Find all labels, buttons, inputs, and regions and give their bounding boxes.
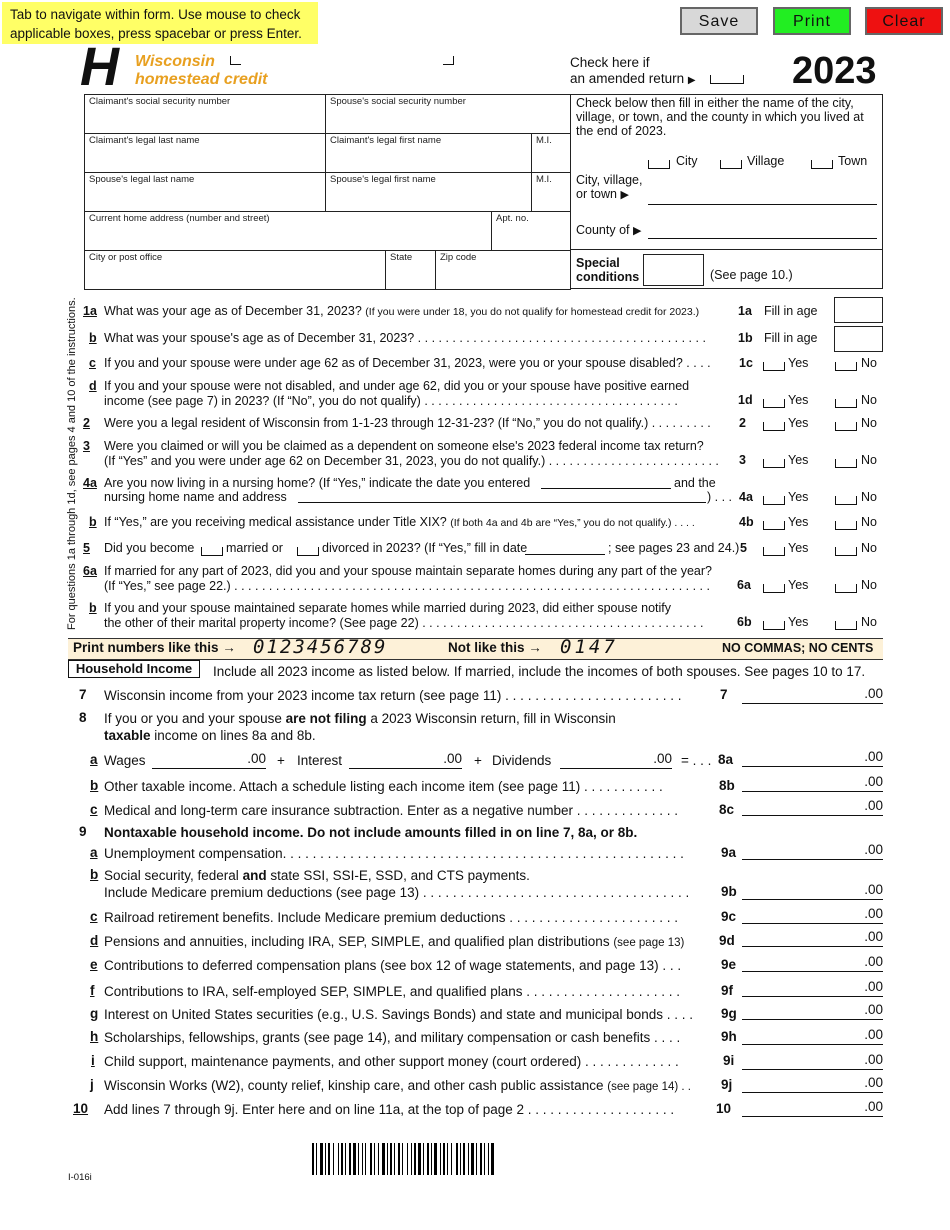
q4a-ref: 4a — [739, 490, 753, 504]
q5-pre: Did you become — [104, 541, 195, 555]
state-field[interactable]: State — [385, 250, 436, 290]
form-title: Wisconsin homestead credit — [135, 53, 268, 88]
barcode-bar — [353, 1143, 356, 1175]
barcode-bar — [390, 1143, 392, 1175]
l9e-num: e — [90, 957, 98, 972]
q1d-no-checkbox[interactable] — [835, 399, 857, 408]
l9i-text: Child support, maintenance payments, and other support money (court ordered) . . . . . . . . . . . . . — [104, 1054, 679, 1069]
zip-field[interactable]: Zip code — [435, 250, 571, 290]
q6a-ref: 6a — [737, 578, 751, 592]
print-button[interactable]: Print — [773, 7, 851, 35]
line-9b-amount[interactable]: .00 — [742, 882, 883, 900]
barcode-bar — [431, 1143, 432, 1175]
divorced-label: divorced in 2023? (If “Yes,” fill in date — [322, 541, 528, 555]
q1a-num: 1a — [83, 304, 97, 318]
plus-sign: + — [474, 753, 482, 768]
l10-num: 10 — [73, 1101, 89, 1116]
household-income-title: Household Income — [68, 660, 200, 678]
l8b-ref: 8b — [719, 778, 735, 793]
l7-ref: 7 — [720, 687, 728, 702]
clear-button[interactable]: Clear — [865, 7, 943, 35]
barcode-bar — [414, 1143, 416, 1175]
q4b-no-checkbox[interactable] — [835, 521, 857, 530]
q6b-yes-label: Yes — [788, 615, 809, 629]
q2-num: 2 — [83, 416, 90, 430]
cvt-label: City, village, or town ▶ — [576, 173, 643, 201]
ssn-field[interactable]: Claimant's social security number — [84, 94, 326, 134]
l9a-ref: 9a — [721, 845, 737, 860]
l7-text: Wisconsin income from your 2023 income tax return (see page 11) . . . . . . . . . . . . . . . . . . . . . . . . — [104, 688, 682, 703]
wages-input[interactable]: .00 — [152, 751, 266, 769]
corner-mark — [443, 56, 454, 65]
q6b-no-label: No — [861, 615, 877, 629]
q6a-num: 6a — [83, 564, 97, 578]
q3-ref: 3 — [739, 453, 746, 467]
q1b-ref: 1b — [738, 331, 753, 345]
nursing-home-input[interactable] — [298, 502, 706, 503]
q6b-no-checkbox[interactable] — [835, 621, 857, 630]
l8c-text: Medical and long-term care insurance subtraction. Enter as a negative number . . . . . . . . . . . . . . — [104, 803, 679, 818]
q4b-text: If “Yes,” are you receiving medical assistance under Title XIX? (If both 4a and 4b are “Yes,” you do not qualify.) . . . . — [104, 515, 695, 529]
l9c-text: Railroad retirement benefits. Include Medicare premium deductions . . . . . . . . . . . . . . . . . . . . . . . — [104, 910, 678, 925]
l8c-num: c — [90, 802, 98, 817]
barcode-bar — [488, 1143, 489, 1175]
l9c-ref: 9c — [721, 909, 737, 924]
special-note: (See page 10.) — [710, 268, 793, 282]
l9j-num: j — [90, 1077, 94, 1092]
q5-post: ; see pages 23 and 24.) — [608, 541, 740, 555]
q5-num: 5 — [83, 541, 90, 555]
q1d-no-label: No — [861, 393, 877, 407]
l9g-num: g — [90, 1006, 99, 1021]
q3-yes-label: Yes — [788, 453, 809, 467]
q6a-no-checkbox[interactable] — [835, 584, 857, 593]
barcode-bar — [341, 1143, 343, 1175]
city-label: City — [676, 154, 698, 168]
l9i-ref: 9i — [723, 1053, 735, 1068]
line-9f-amount[interactable]: .00 — [742, 979, 883, 997]
q1c-yes-checkbox[interactable] — [763, 362, 785, 371]
l9i-num: i — [91, 1053, 95, 1068]
l9f-ref: 9f — [721, 983, 734, 998]
barcode-bar — [325, 1143, 326, 1175]
q1d-num: d — [89, 379, 97, 393]
no-commas-label: NO COMMAS; NO CENTS — [722, 641, 874, 655]
spouse-first-name-field[interactable]: Spouse's legal first name — [325, 172, 532, 212]
town-checkbox[interactable] — [811, 160, 833, 169]
q4a-yes-label: Yes — [788, 490, 809, 504]
q6a-yes-checkbox[interactable] — [763, 584, 785, 593]
l9b-num: b — [90, 867, 99, 882]
line-9i-amount[interactable]: .00 — [742, 1052, 883, 1070]
q1a-text: What was your age as of December 31, 2023? (If you were under 18, you do not qualify for homestead credit for 2023.) — [104, 304, 700, 318]
municipality-instructions: Check below then fill in either the name of the city, village, or town, and the county in which you lived at the end of 2023. — [576, 96, 864, 138]
q4b-num: b — [89, 515, 97, 529]
county-input[interactable] — [648, 238, 877, 239]
cvt-input[interactable] — [648, 204, 877, 205]
q1c-text: If you and your spouse were under age 62 as of December 31, 2023, were you or your spouse disabled? . . . . — [104, 356, 711, 370]
barcode-bar — [370, 1143, 372, 1175]
form-id: I-016i — [68, 1172, 92, 1183]
l9h-text: Scholarships, fellowships, grants (see page 14), and military compensation or cash benefits . . . . — [104, 1030, 681, 1045]
line-9h-amount[interactable]: .00 — [742, 1027, 883, 1045]
q4b-yes-checkbox[interactable] — [763, 521, 785, 530]
side-note: For questions 1a through 1d, see pages 4 and 10 of the instructions. — [66, 297, 78, 630]
l9j-ref: 9j — [721, 1077, 733, 1092]
barcode — [312, 1143, 606, 1175]
address-field[interactable]: Current home address (number and street) — [84, 211, 492, 251]
q1a-fill-label: Fill in age — [764, 304, 818, 318]
l8c-ref: 8c — [719, 802, 735, 817]
line-8c-amount[interactable]: .00 — [742, 798, 883, 816]
l9a-num: a — [90, 845, 98, 860]
q6a-no-label: No — [861, 578, 877, 592]
l9d-ref: 9d — [719, 933, 735, 948]
line-9e-amount[interactable]: .00 — [742, 954, 883, 972]
town-label: Town — [838, 154, 868, 168]
barcode-bar — [463, 1143, 465, 1175]
q5-yes-checkbox[interactable] — [763, 547, 785, 556]
divorced-checkbox[interactable] — [297, 547, 319, 556]
q2-ref: 2 — [739, 416, 746, 430]
q3-no-checkbox[interactable] — [835, 459, 857, 468]
q6a-text: If married for any part of 2023, did you and your spouse maintain separate homes during any part of the year? (If “Yes,” see page 22.) . . . . . . . . . . . . . . . . . . . . . . . . . . . . . . . . . . . . . . . . . . . . . . . . . . . . . . . . . . . . . . . . . . . . . — [104, 564, 712, 593]
save-button[interactable]: Save — [680, 7, 758, 35]
q2-yes-label: Yes — [788, 416, 809, 430]
q1c-num: c — [89, 356, 96, 370]
nursing-date-input[interactable] — [541, 488, 671, 489]
q4a-yes-checkbox[interactable] — [763, 496, 785, 505]
barcode-bar — [418, 1143, 421, 1175]
l9-num: 9 — [79, 824, 87, 839]
barcode-bar — [374, 1143, 375, 1175]
q2-text: Were you a legal resident of Wisconsin from 1-1-23 through 12-31-23? (If “No,” you do not qualify.) . . . . . . . . . — [104, 416, 711, 430]
spouse-age-input[interactable] — [834, 326, 883, 352]
wages-label: Wages — [104, 753, 146, 768]
form-letter: H — [80, 37, 119, 97]
l9b-ref: 9b — [721, 884, 737, 899]
barcode-bar — [491, 1143, 494, 1175]
barcode-bar — [451, 1143, 452, 1175]
l9c-num: c — [90, 909, 98, 924]
instruction-tooltip: Tab to navigate within form. Use mouse to check applicable boxes, press spacebar or press Enter. — [2, 2, 318, 44]
q1d-ref: 1d — [738, 393, 753, 407]
barcode-bar — [471, 1143, 474, 1175]
barcode-bar — [333, 1143, 334, 1175]
barcode-bar — [434, 1143, 437, 1175]
dividends-input[interactable]: .00 — [560, 751, 672, 769]
l9a-text: Unemployment compensation. . . . . . . . . . . . . . . . . . . . . . . . . . . . . . . . . . . . . . . . . . . . . . . . . . . . . . — [104, 846, 684, 861]
l9e-text: Contributions to deferred compensation plans (see box 12 of wage statements, and page 13) . . . — [104, 958, 682, 973]
line-8a-amount[interactable]: .00 — [742, 749, 883, 767]
print-like-label: Print numbers like this → — [73, 640, 236, 655]
q1b-fill-label: Fill in age — [764, 331, 818, 345]
q3-text: Were you claimed or will you be claimed as a dependent on someone else's 2023 federal income tax return? (If “Yes” and you were under age 62 on December 31, 2023, you do not qualify.) . . . . . . . . . . . . . . . . . . . . . . . . . — [104, 439, 719, 468]
barcode-bar — [365, 1143, 366, 1175]
l9h-ref: 9h — [721, 1029, 737, 1044]
line-9j-amount[interactable]: .00 — [742, 1075, 883, 1093]
first-name-field[interactable]: Claimant's legal first name — [325, 133, 532, 173]
q5-no-checkbox[interactable] — [835, 547, 857, 556]
plus-sign: + — [277, 753, 285, 768]
tax-year: 2023 — [792, 50, 877, 92]
interest-label: Interest — [297, 753, 343, 768]
l8a-ref: 8a — [718, 752, 734, 767]
q3-yes-checkbox[interactable] — [763, 459, 785, 468]
barcode-bar — [456, 1143, 458, 1175]
q4a-num: 4a — [83, 476, 97, 490]
barcode-bar — [427, 1143, 429, 1175]
line-10-amount[interactable]: .00 — [742, 1099, 883, 1117]
barcode-bar — [443, 1143, 445, 1175]
q3-no-label: No — [861, 453, 877, 467]
q1d-text: If you and your spouse were not disabled, and under age 62, did you or your spouse have positive earned income (see page 7) in 2023? (If “No”, you do not qualify) . . . . . . . . . . . . . . . . . . . . . . . . . . . . . . . . . . . . . — [104, 379, 690, 408]
city-checkbox[interactable] — [648, 160, 670, 169]
q1d-yes-checkbox[interactable] — [763, 399, 785, 408]
barcode-bar — [382, 1143, 385, 1175]
equals-sign: = . . . — [681, 753, 712, 768]
barcode-bar — [411, 1143, 412, 1175]
q4a-line1: Are you now living in a nursing home? (If “Yes,” indicate the date you entered — [104, 476, 531, 490]
married-label: married or — [226, 541, 283, 555]
sample-digits: 0123456789 — [253, 636, 388, 658]
line-7-amount[interactable]: .00 — [742, 686, 883, 704]
l9d-num: d — [90, 933, 99, 948]
q4b-no-label: No — [861, 515, 877, 529]
last-name-field[interactable]: Claimant's legal last name — [84, 133, 326, 173]
l8b-text: Other taxable income. Attach a schedule listing each income item (see page 11) . . . . . . . . . . . — [104, 779, 663, 794]
q5-no-label: No — [861, 541, 877, 555]
barcode-bar — [460, 1143, 461, 1175]
q4a-line2: nursing home name and address — [104, 490, 287, 504]
q6b-yes-checkbox[interactable] — [763, 621, 785, 630]
q4b-ref: 4b — [739, 515, 754, 529]
q4a-paren: ) . . . — [707, 490, 732, 504]
l7-num: 7 — [79, 687, 87, 702]
spouse-ssn-field[interactable]: Spouse's social security number — [325, 94, 571, 134]
married-checkbox[interactable] — [201, 547, 223, 556]
barcode-bar — [398, 1143, 400, 1175]
special-label: Special conditions — [576, 256, 640, 284]
dividends-label: Dividends — [492, 753, 552, 768]
line-9g-amount[interactable]: .00 — [742, 1002, 883, 1020]
line-8b-amount[interactable]: .00 — [742, 774, 883, 792]
county-label: County of ▶ — [576, 223, 642, 237]
q4a-no-checkbox[interactable] — [835, 496, 857, 505]
q1c-no-checkbox[interactable] — [835, 362, 857, 371]
bad-digits: 0147 — [560, 636, 618, 658]
barcode-bar — [407, 1143, 408, 1175]
q1d-yes-label: Yes — [788, 393, 809, 407]
q2-no-checkbox[interactable] — [835, 422, 857, 431]
barcode-bar — [362, 1143, 363, 1175]
barcode-bar — [440, 1143, 441, 1175]
q1a-ref: 1a — [738, 304, 752, 318]
q1c-ref: 1c — [739, 356, 753, 370]
q1b-num: b — [89, 331, 97, 345]
l8a-num: a — [90, 752, 98, 767]
l8-text: If you or you and your spouse are not filing a 2023 Wisconsin return, fill in Wisconsin taxable income on lines 8a and 8b. — [104, 711, 616, 743]
marital-date-input[interactable] — [525, 554, 605, 555]
barcode-bar — [378, 1143, 379, 1175]
barcode-bar — [312, 1143, 314, 1175]
q5-ref: 5 — [740, 541, 747, 555]
spouse-last-name-field[interactable]: Spouse's legal last name — [84, 172, 326, 212]
barcode-bar — [476, 1143, 477, 1175]
q4a-no-label: No — [861, 490, 877, 504]
q1b-text: What was your spouse's age as of December 31, 2023? . . . . . . . . . . . . . . . . . . . . . . . . . . . . . . . . . . . . . . . . . . — [104, 331, 706, 345]
barcode-bar — [320, 1143, 323, 1175]
l9g-ref: 9g — [721, 1006, 737, 1021]
amended-label: Check here if an amended return ▶ — [570, 55, 696, 86]
barcode-bar — [338, 1143, 339, 1175]
q1c-yes-label: Yes — [788, 356, 809, 370]
line-9d-amount[interactable]: .00 — [742, 929, 883, 947]
barcode-bar — [328, 1143, 330, 1175]
l10-ref: 10 — [716, 1101, 732, 1116]
l9g-text: Interest on United States securities (e.g., U.S. Savings Bonds) and state and municipal bonds . . . . — [104, 1007, 694, 1022]
barcode-bar — [447, 1143, 448, 1175]
barcode-bar — [316, 1143, 317, 1175]
q6b-num: b — [89, 601, 97, 615]
barcode-bar — [394, 1143, 395, 1175]
special-conditions-input[interactable] — [643, 254, 704, 286]
barcode-bar — [423, 1143, 424, 1175]
barcode-bar — [345, 1143, 346, 1175]
barcode-bar — [358, 1143, 359, 1175]
village-label: Village — [747, 154, 785, 168]
barcode-bar — [484, 1143, 485, 1175]
interest-input[interactable]: .00 — [349, 751, 462, 769]
amended-checkbox[interactable] — [710, 75, 744, 84]
household-intro: Include all 2023 income as listed below. If married, include the incomes of both spouses. See pages 10 to 17. — [213, 664, 866, 679]
l9f-num: f — [90, 983, 95, 998]
q6b-text: If you and your spouse maintained separate homes while married during 2023, did either spouse notify the other of their marital property income? (See page 22) . . . . . . . . . . . . . . . . . . . . . . . . . . . . . . . . . . . . . . . . . — [104, 601, 704, 630]
barcode-bar — [468, 1143, 469, 1175]
village-checkbox[interactable] — [720, 160, 742, 169]
l9-text: Nontaxable household income. Do not include amounts filled in on line 7, 8a, or 8b. — [104, 825, 638, 840]
l9b-text: Social security, federal and state SSI, SSI-E, SSD, and CTS payments. Include Medicare premium deductions (see page 13) . . . . . . . . . . . . . . . . . . . . . . . . . . . . . . . . . . . . — [104, 868, 690, 900]
q6a-yes-label: Yes — [788, 578, 809, 592]
l8b-num: b — [90, 778, 99, 793]
q1c-no-label: No — [861, 356, 877, 370]
l9j-text: Wisconsin Works (W2), county relief, kinship care, and other cash public assistance (see page 14) . . — [104, 1078, 691, 1093]
city-field[interactable]: City or post office — [84, 250, 386, 290]
q2-no-label: No — [861, 416, 877, 430]
l9d-text: Pensions and annuities, including IRA, SEP, SIMPLE, and qualified plan distributions (see page 13) — [104, 934, 685, 949]
barcode-bar — [480, 1143, 482, 1175]
q6b-ref: 6b — [737, 615, 752, 629]
l9e-ref: 9e — [721, 957, 737, 972]
age-input[interactable] — [834, 297, 883, 323]
l10-text: Add lines 7 through 9j. Enter here and on line 11a, at the top of page 2 . . . . . . . . . . . . . . . . . . . . — [104, 1102, 675, 1117]
q2-yes-checkbox[interactable] — [763, 422, 785, 431]
corner-mark — [230, 56, 241, 65]
q3-num: 3 — [83, 439, 90, 453]
apt-field[interactable]: Apt. no. — [491, 211, 571, 251]
line-9c-amount[interactable]: .00 — [742, 906, 883, 924]
barcode-bar — [387, 1143, 388, 1175]
barcode-bar — [349, 1143, 351, 1175]
spouse-mi-field[interactable]: M.I. — [531, 172, 571, 212]
l9h-num: h — [90, 1029, 99, 1044]
mi-field[interactable]: M.I. — [531, 133, 571, 173]
l8-num: 8 — [79, 710, 87, 725]
barcode-bar — [402, 1143, 403, 1175]
q5-yes-label: Yes — [788, 541, 809, 555]
line-9a-amount[interactable]: .00 — [742, 842, 883, 860]
q4b-yes-label: Yes — [788, 515, 809, 529]
q4a-and-the: and the — [674, 476, 716, 490]
not-like-label: Not like this → — [448, 640, 542, 655]
l9f-text: Contributions to IRA, self-employed SEP, SIMPLE, and qualified plans . . . . . . . . . . . . . . . . . . . . . — [104, 984, 681, 999]
